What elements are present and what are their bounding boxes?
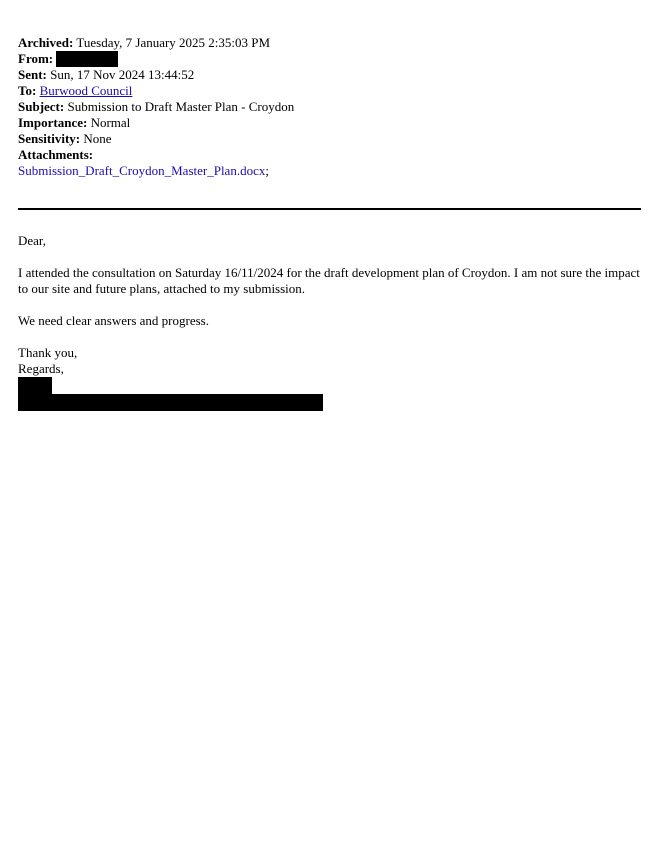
sent-row bbox=[18, 67, 641, 83]
closing-thanks: Thank you, bbox=[18, 345, 78, 360]
email-header bbox=[18, 35, 641, 179]
signature-redaction bbox=[18, 377, 641, 411]
to-label: To: bbox=[18, 83, 37, 98]
signature-name-redaction bbox=[18, 377, 52, 395]
from-redaction bbox=[56, 51, 118, 67]
sensitivity-label: Sensitivity: bbox=[18, 131, 81, 146]
header-divider bbox=[18, 208, 641, 210]
subject-label: Subject: bbox=[18, 99, 65, 114]
attachments-label: Attachments: bbox=[18, 147, 94, 162]
email-body bbox=[18, 233, 641, 411]
attachment-list bbox=[18, 163, 641, 179]
to-row bbox=[18, 83, 641, 99]
archived-value: Tuesday, 7 January 2025 2:35:03 PM bbox=[76, 35, 271, 50]
sent-value: Sun, 17 Nov 2024 13:44:52 bbox=[50, 67, 195, 82]
sent-label: Sent: bbox=[18, 67, 47, 82]
archived-row bbox=[18, 35, 641, 51]
closing-regards: Regards, bbox=[18, 361, 64, 376]
archived-label: Archived: bbox=[18, 35, 74, 50]
attachment-separator: ; bbox=[265, 163, 269, 178]
importance-row bbox=[18, 115, 641, 131]
attachments-row bbox=[18, 147, 641, 163]
attachment-link[interactable]: Submission_Draft_Croydon_Master_Plan.docx bbox=[18, 163, 266, 178]
importance-value: Normal bbox=[90, 115, 131, 130]
sensitivity-value: None bbox=[83, 131, 112, 146]
signature-details-redaction bbox=[18, 394, 323, 411]
to-recipient-link[interactable]: Burwood Council bbox=[39, 83, 133, 98]
body-paragraph-1: I attended the consultation on Saturday 16/11/2024 for the draft development plan of Croydon. I am not sure the impact to our site and future plans, attached to my submission. bbox=[18, 265, 640, 296]
from-label: From: bbox=[18, 51, 54, 66]
from-row bbox=[18, 51, 641, 67]
subject-row bbox=[18, 99, 641, 115]
importance-label: Importance: bbox=[18, 115, 88, 130]
body-paragraph-2: We need clear answers and progress. bbox=[18, 313, 209, 328]
greeting: Dear, bbox=[18, 233, 46, 248]
sensitivity-row bbox=[18, 131, 641, 147]
subject-value: Submission to Draft Master Plan - Croydon bbox=[67, 99, 295, 114]
